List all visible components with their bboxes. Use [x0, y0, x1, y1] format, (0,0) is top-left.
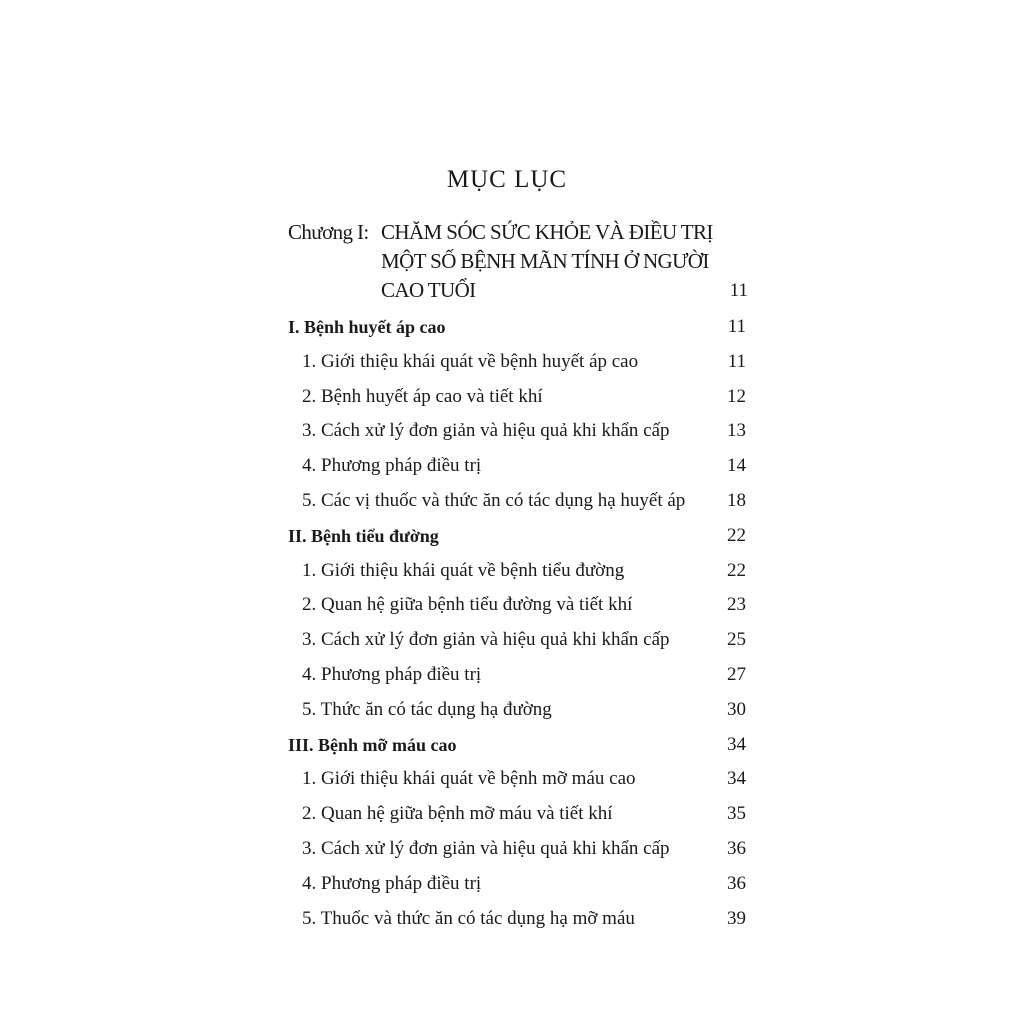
toc-section [288, 521, 746, 551]
toc-page-number: 14 [727, 455, 746, 476]
toc-section [288, 730, 746, 760]
toc-entry [288, 869, 746, 899]
toc-entry-label: 3. Cách xử lý đơn giản và hiệu quả khi khẩn cấp [302, 420, 670, 441]
toc-page-number: 35 [727, 803, 746, 824]
toc-entry [288, 382, 746, 412]
toc-entry [288, 590, 746, 620]
toc-page-number: 34 [727, 734, 746, 755]
toc-entry [288, 451, 746, 481]
page-title-text: MỤC LỤC [446, 166, 568, 193]
toc-page-number: 36 [727, 873, 746, 894]
toc-entry [288, 799, 746, 829]
toc-entry-label: 1. Giới thiệu khái quát về bệnh mỡ máu cao [302, 768, 636, 789]
toc-page-number: 13 [727, 420, 746, 441]
toc-page-number: 39 [727, 908, 746, 929]
toc-page-number: 36 [727, 838, 746, 859]
toc-entry [288, 904, 746, 934]
toc-entry-label: 4. Phương pháp điều trị [302, 873, 482, 894]
toc-page-number: 25 [727, 629, 746, 650]
toc-page-number: 30 [727, 699, 746, 720]
toc-entry-label: 1. Giới thiệu khái quát về bệnh huyết áp cao [302, 351, 639, 372]
toc-entry [288, 486, 746, 516]
page-title [0, 166, 1024, 194]
toc-entry-label: 4. Phương pháp điều trị [302, 455, 482, 476]
chapter-page-number: 11 [729, 280, 748, 301]
toc-entry-label: 3. Cách xử lý đơn giản và hiệu quả khi khẩn cấp [302, 838, 670, 859]
toc-section-label: III. Bệnh mỡ máu cao [288, 735, 457, 755]
toc-page-number: 27 [727, 664, 746, 685]
toc-entry [288, 695, 746, 725]
toc-page-number: 23 [727, 594, 746, 615]
toc-section-label: I. Bệnh huyết áp cao [288, 317, 446, 337]
toc-entry [288, 416, 746, 446]
toc-page-number: 11 [727, 351, 746, 372]
chapter-title-line: CAO TUỔI [381, 278, 476, 302]
toc-page-number: 12 [727, 386, 746, 407]
toc-page-number: 22 [727, 560, 746, 581]
toc-entry-label: 5. Thức ăn có tác dụng hạ đường [302, 699, 552, 720]
toc-page-number: 18 [727, 490, 746, 511]
toc-entry [288, 347, 746, 377]
toc-entry-label: 3. Cách xử lý đơn giản và hiệu quả khi khẩn cấp [302, 629, 670, 650]
toc-section [288, 312, 746, 342]
toc-entry-label: 4. Phương pháp điều trị [302, 664, 482, 685]
toc-entry [288, 660, 746, 690]
chapter-prefix: Chương I: [288, 220, 369, 244]
toc-entry-label: 1. Giới thiệu khái quát về bệnh tiểu đường [302, 560, 625, 581]
toc-page-number: 34 [727, 768, 746, 789]
toc-entry [288, 556, 746, 586]
chapter-title-line: CHĂM SÓC SỨC KHỎE VÀ ĐIỀU TRỊ [381, 220, 713, 244]
toc-entry-label: 2. Quan hệ giữa bệnh mỡ máu và tiết khí [302, 803, 613, 824]
chapter-title-line: MỘT SỐ BỆNH MÃN TÍNH Ở NGƯỜI [381, 249, 709, 273]
toc-entry-label: 5. Thuốc và thức ăn có tác dụng hạ mỡ máu [302, 908, 635, 929]
toc-entry [288, 625, 746, 655]
toc-page-number: 22 [727, 525, 746, 546]
toc-entry [288, 834, 746, 864]
toc-entry-label: 2. Quan hệ giữa bệnh tiểu đường và tiết khí [302, 594, 633, 615]
toc-entry-label: 2. Bệnh huyết áp cao và tiết khí [302, 386, 543, 407]
toc-section-label: II. Bệnh tiểu đường [288, 526, 439, 546]
chapter-title [381, 218, 713, 305]
toc-entry [288, 764, 746, 794]
toc-page-number: 11 [727, 316, 746, 337]
toc-entry-label: 5. Các vị thuốc và thức ăn có tác dụng hạ huyết áp [302, 490, 686, 511]
